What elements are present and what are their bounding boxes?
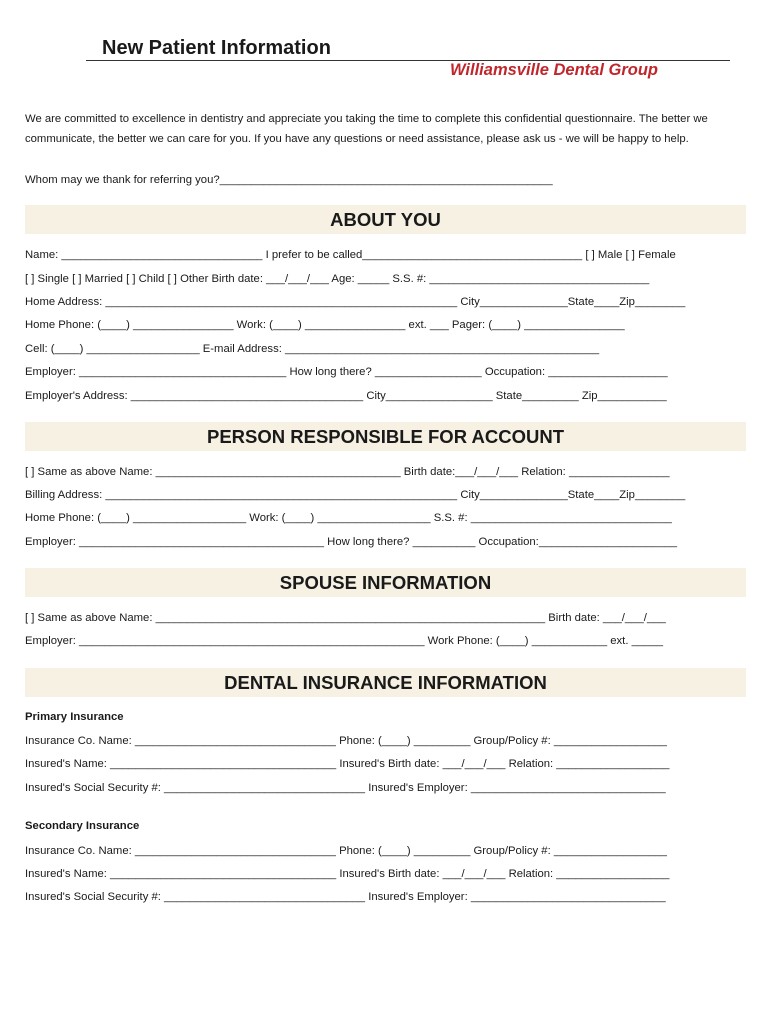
about-cell-email-line[interactable]: Cell: (____) __________________ E-mail Address: __________________________________________________ <box>25 343 600 355</box>
about-status-line[interactable]: [ ] Single [ ] Married [ ] Child [ ] Other Birth date: ___/___/___ Age: _____ S.S. #: ___________________________________ <box>25 273 650 285</box>
about-name-line[interactable]: Name: ________________________________ I prefer to be called___________________________________ [ ] Male [ ] Female <box>25 249 676 261</box>
primary-insured-line[interactable]: Insured's Name: ____________________________________ Insured's Birth date: ___/___/___ Relation: __________________ <box>25 758 670 770</box>
about-you-header <box>25 205 746 234</box>
secondary-insurance-label: Secondary Insurance <box>25 820 140 832</box>
responsible-employer-line[interactable]: Employer: _______________________________________ How long there? __________ Occupation:______________________ <box>25 536 678 548</box>
insurance-header <box>25 668 746 697</box>
spouse-name-line[interactable]: [ ] Same as above Name: ______________________________________________________________ Birth date: ___/___/___ <box>25 612 666 624</box>
secondary-company-line[interactable]: Insurance Co. Name: ________________________________ Phone: (____) _________ Group/Policy #: __________________ <box>25 845 667 857</box>
about-address-line[interactable]: Home Address: ________________________________________________________ City______________State____Zip________ <box>25 296 686 308</box>
spouse-heading: SPOUSE INFORMATION <box>279 572 492 593</box>
intro-paragraph: We are committed to excellence in dentistry and appreciate you taking the time to complete this confidential questionnaire. The better we communicate, the better we can care for you. If you have any questions or need assistance, please ask us - we will be happy to help. <box>25 113 708 145</box>
about-employer-line[interactable]: Employer: _________________________________ How long there? _________________ Occupation: ___________________ <box>25 366 668 378</box>
page-title: New Patient Information <box>102 37 331 59</box>
responsible-heading: PERSON RESPONSIBLE FOR ACCOUNT <box>206 426 564 447</box>
about-you-heading: ABOUT YOU <box>330 209 441 230</box>
responsible-header <box>25 422 746 451</box>
responsible-phone-line[interactable]: Home Phone: (____) __________________ Work: (____) __________________ S.S. #: ________________________________ <box>25 512 672 524</box>
spouse-header <box>25 568 746 597</box>
insurance-heading: DENTAL INSURANCE INFORMATION <box>224 672 547 693</box>
about-employer-address-line[interactable]: Employer's Address: _____________________________________ City_________________ State_________ Zip___________ <box>25 390 667 402</box>
secondary-ssn-line[interactable]: Insured's Social Security #: ________________________________ Insured's Employer: _______________________________ <box>25 891 666 903</box>
primary-company-line[interactable]: Insurance Co. Name: ________________________________ Phone: (____) _________ Group/Policy #: __________________ <box>25 735 667 747</box>
primary-ssn-line[interactable]: Insured's Social Security #: ________________________________ Insured's Employer: _______________________________ <box>25 782 666 794</box>
referral-line[interactable]: Whom may we thank for referring you?_____________________________________________________ <box>25 174 553 186</box>
primary-insurance-label: Primary Insurance <box>25 711 124 723</box>
responsible-name-line[interactable]: [ ] Same as above Name: _______________________________________ Birth date:___/___/___ Relation: ________________ <box>25 466 670 478</box>
about-phone-line[interactable]: Home Phone: (____) ________________ Work: (____) ________________ ext. ___ Pager: (____) ________________ <box>25 319 625 331</box>
practice-name: Williamsville Dental Group <box>450 61 658 79</box>
responsible-billing-line[interactable]: Billing Address: ________________________________________________________ City______________State____Zip________ <box>25 489 686 501</box>
spouse-employer-line[interactable]: Employer: _______________________________________________________ Work Phone: (____) ____________ ext. _____ <box>25 635 664 647</box>
secondary-insured-line[interactable]: Insured's Name: ____________________________________ Insured's Birth date: ___/___/___ Relation: __________________ <box>25 868 670 880</box>
